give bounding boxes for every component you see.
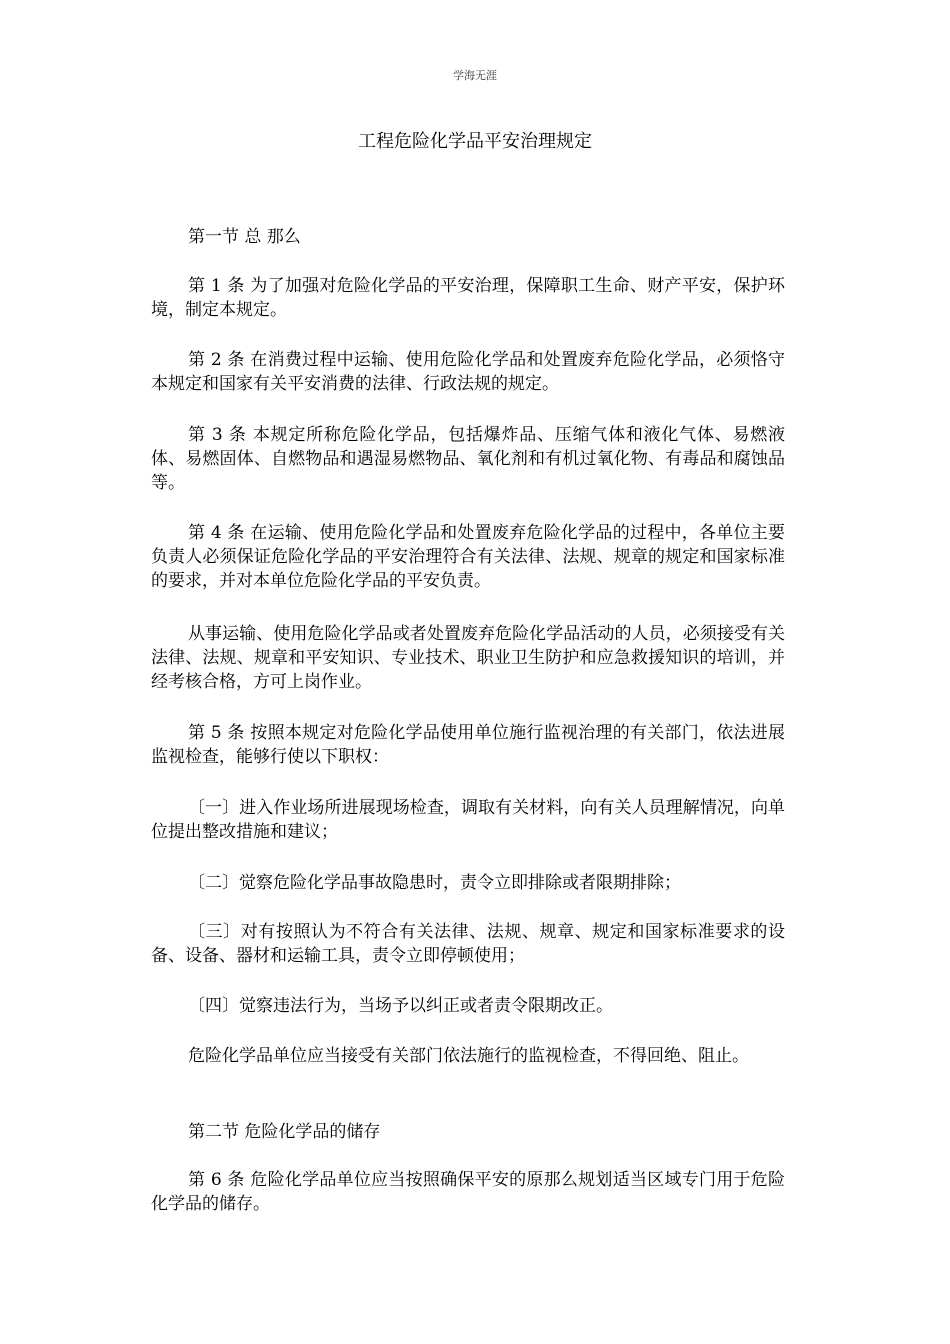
list-item: 〔二〕觉察危险化学品事故隐患时，责令立即排除或者限期排除； [188, 873, 681, 893]
paragraph-item-1 [151, 796, 785, 844]
paragraph-section-1-heading [151, 225, 785, 249]
page-header: 学海无涯 [453, 69, 497, 82]
document-title: 工程危险化学品平安治理规定 [358, 131, 592, 152]
paragraph-article-6 [151, 1168, 785, 1216]
article-paragraph: 从事运输、使用危险化学品或者处置废弃危险化学品活动的人员，必须接受有关法律、法规、规章和平安知识、专业技术、职业卫生防护和应急救援知识的培训，并经考核合格，方可上岗作业。 [151, 624, 785, 692]
paragraph-article-4 [151, 521, 785, 593]
article-paragraph: 第 2 条 在消费过程中运输、使用危险化学品和处置废弃危险化学品，必须恪守本规定和国家有关平安消费的法律、行政法规的规定。 [151, 350, 785, 394]
paragraph-supervision [151, 1044, 785, 1068]
article-paragraph: 第 1 条 为了加强对危险化学品的平安治理，保障职工生命、财产平安，保护环境，制定本规定。 [151, 276, 785, 320]
paragraph-item-4 [151, 994, 785, 1018]
list-item: 〔一〕进入作业场所进展现场检查，调取有关材料，向有关人员理解情况，向单位提出整改措施和建议； [151, 798, 785, 842]
article-paragraph: 第 5 条 按照本规定对危险化学品使用单位施行监视治理的有关部门，依法进展监视检查，能够行使以下职权： [151, 723, 785, 767]
paragraph-article-3 [151, 423, 785, 495]
list-item: 〔四〕觉察违法行为，当场予以纠正或者责令限期改正。 [188, 996, 613, 1016]
section-heading: 第二节 危险化学品的储存 [188, 1122, 381, 1142]
paragraph-article-5 [151, 721, 785, 769]
paragraph-section-2-heading [151, 1120, 785, 1144]
article-paragraph: 第 6 条 危险化学品单位应当按照确保平安的原那么规划适当区域专门用于危险化学品的储存。 [151, 1170, 785, 1214]
list-item: 〔三〕对有按照认为不符合有关法律、法规、规章、规定和国家标准要求的设备、设备、器材和运输工具，责令立即停顿使用； [151, 922, 785, 966]
paragraph-training [151, 622, 785, 694]
section-heading: 第一节 总 那么 [188, 227, 301, 247]
paragraph-article-2 [151, 348, 785, 396]
article-paragraph: 第 4 条 在运输、使用危险化学品和处置废弃危险化学品的过程中，各单位主要负责人必须保证危险化学品的平安治理符合有关法律、法规、规章的规定和国家标准的要求，并对本单位危险化学品的平安负责。 [151, 523, 785, 591]
paragraph-article-1 [151, 274, 785, 322]
article-paragraph: 危险化学品单位应当接受有关部门依法施行的监视检查，不得回绝、阻止。 [188, 1046, 749, 1066]
article-paragraph: 第 3 条 本规定所称危险化学品，包括爆炸品、压缩气体和液化气体、易燃液体、易燃固体、自燃物品和遇湿易燃物品、氧化剂和有机过氧化物、有毒品和腐蚀品等。 [151, 425, 785, 493]
paragraph-item-3 [151, 920, 785, 968]
paragraph-item-2 [151, 871, 785, 895]
